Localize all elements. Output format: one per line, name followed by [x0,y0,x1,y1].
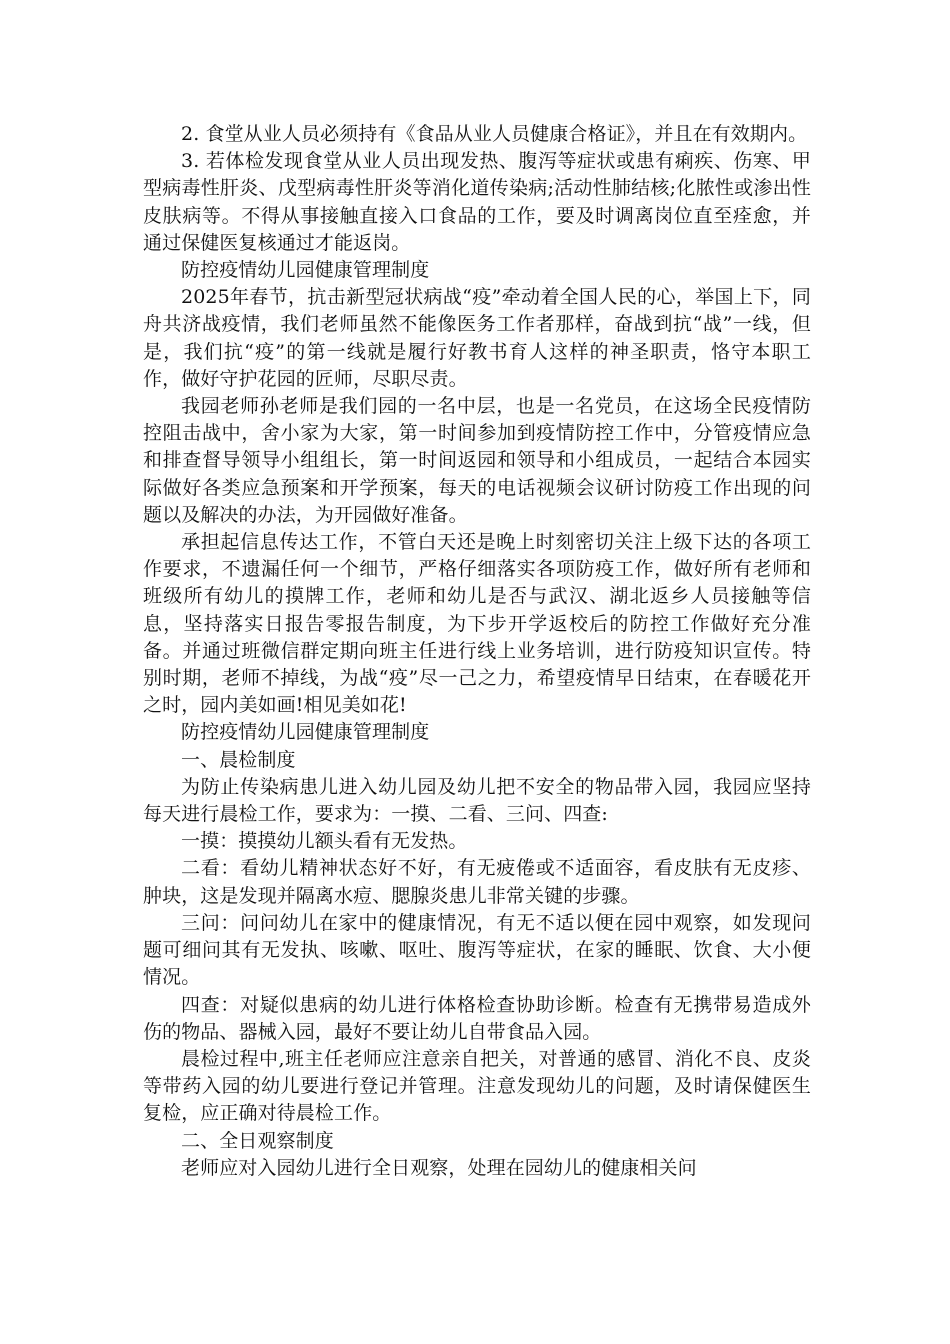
paragraph-all-day-observation: 老师应对入园幼儿进行全日观察，处理在园幼儿的健康相关问 [181,1156,697,1179]
paragraph-teacher-sun: 我园老师孙老师是我们园的一名中层，也是一名党员，在这场全民疫情防控阻击战中，舍小家为大家，第一时间参加到疫情防控工作中，分管疫情应急和排查督导领导小组组长，第一时间返园和领导和小组成员，一起结合本园实际做好各类应急预案和开学预案，每天的电话视频会议研讨防疫工作出现的问题以及解决的办法，为开园做好准备。 [143,395,811,526]
paragraph-canteen-illness: 3. 若体检发现食堂从业人员出现发热、腹泻等症状或患有痢疾、伤寒、甲型病毒性肝炎、戊型病毒性肝炎等消化道传染病;活动性肺结核;化脓性或渗出性皮肤病等。不得从事接触直接入口食品的工作，要及时调离岗位直至痊愈，并通过保健医复核通过才能返岗。 [143,150,811,254]
paragraph-information-relay: 承担起信息传达工作，不管白天还是晚上时刻密切关注上级下达的各项工作要求，不遗漏任何一个细节，严格仔细落实各项防疫工作，做好所有老师和班级所有幼儿的摸牌工作，老师和幼儿是否与武汉、湖北返乡人员接触等信息，坚持落实日报告零报告制度，为下步开学返校后的防控工作做好充分准备。并通过班微信群定期向班主任进行线上业务培训，进行防疫知识宣传。特别时期，老师不掉线，为战“疫”尽一己之力，希望疫情早日结束，在春暖花开之时，园内美如画!相见美如花! [143,531,811,717]
paragraph-look: 二看：看幼儿精神状态好不好，有无疲倦或不适面容，看皮肤有无皮疹、肿块，这是发现并隔离水痘、腮腺炎患儿非常关键的步骤。 [143,857,811,907]
section-title-morning-check: 一、晨检制度 [181,748,296,771]
section-title-management-system: 防控疫情幼儿园健康管理制度 [181,259,430,282]
paragraph-morning-check-process: 晨检过程中,班主任老师应注意亲自把关，对普通的感冒、消化不良、皮炎等带药入园的幼儿要进行登记并管理。注意发现幼儿的问题，及时请保健医生复检，应正确对待晨检工作。 [143,1047,811,1125]
section-title-all-day-observation: 二、全日观察制度 [181,1129,334,1152]
paragraph-morning-check-intro: 为防止传染病患儿进入幼儿园及幼儿把不安全的物品带入园，我园应坚持每天进行晨检工作，要求为：一摸、二看、三问、四查: [143,775,811,826]
section-title-management-system-2: 防控疫情幼儿园健康管理制度 [181,721,430,744]
paragraph-check: 四查：对疑似患病的幼儿进行体格检查协助诊断。检查有无携带易造成外伤的物品、器械入园，最好不要让幼儿自带食品入园。 [143,993,811,1043]
paragraph-ask: 三问：问问幼儿在家中的健康情况，有无不适以便在园中观察，如发现问题可细问其有无发执、咳嗽、呕吐、腹泻等症状，在家的睡眠、饮食、大小便情况。 [143,911,811,989]
document-body [143,121,811,1182]
paragraph-touch: 一摸：摸摸幼儿额头看有无发热。 [181,830,468,853]
paragraph-spring-festival: 2025年春节，抗击新型冠状病战“疫”牵动着全国人民的心，举国上下，同舟共济战疫情，我们老师虽然不能像医务工作者那样，奋战到抗“战”一线，但是，我们抗“疫”的第一线就是履行好教书育人这样的神圣职责，恪守本职工作，做好守护花园的匠师，尽职尽责。 [143,286,811,390]
paragraph-canteen-certificate: 2. 食堂从业人员必须持有《食品从业人员健康合格证》，并且在有效期内。 [181,123,808,145]
